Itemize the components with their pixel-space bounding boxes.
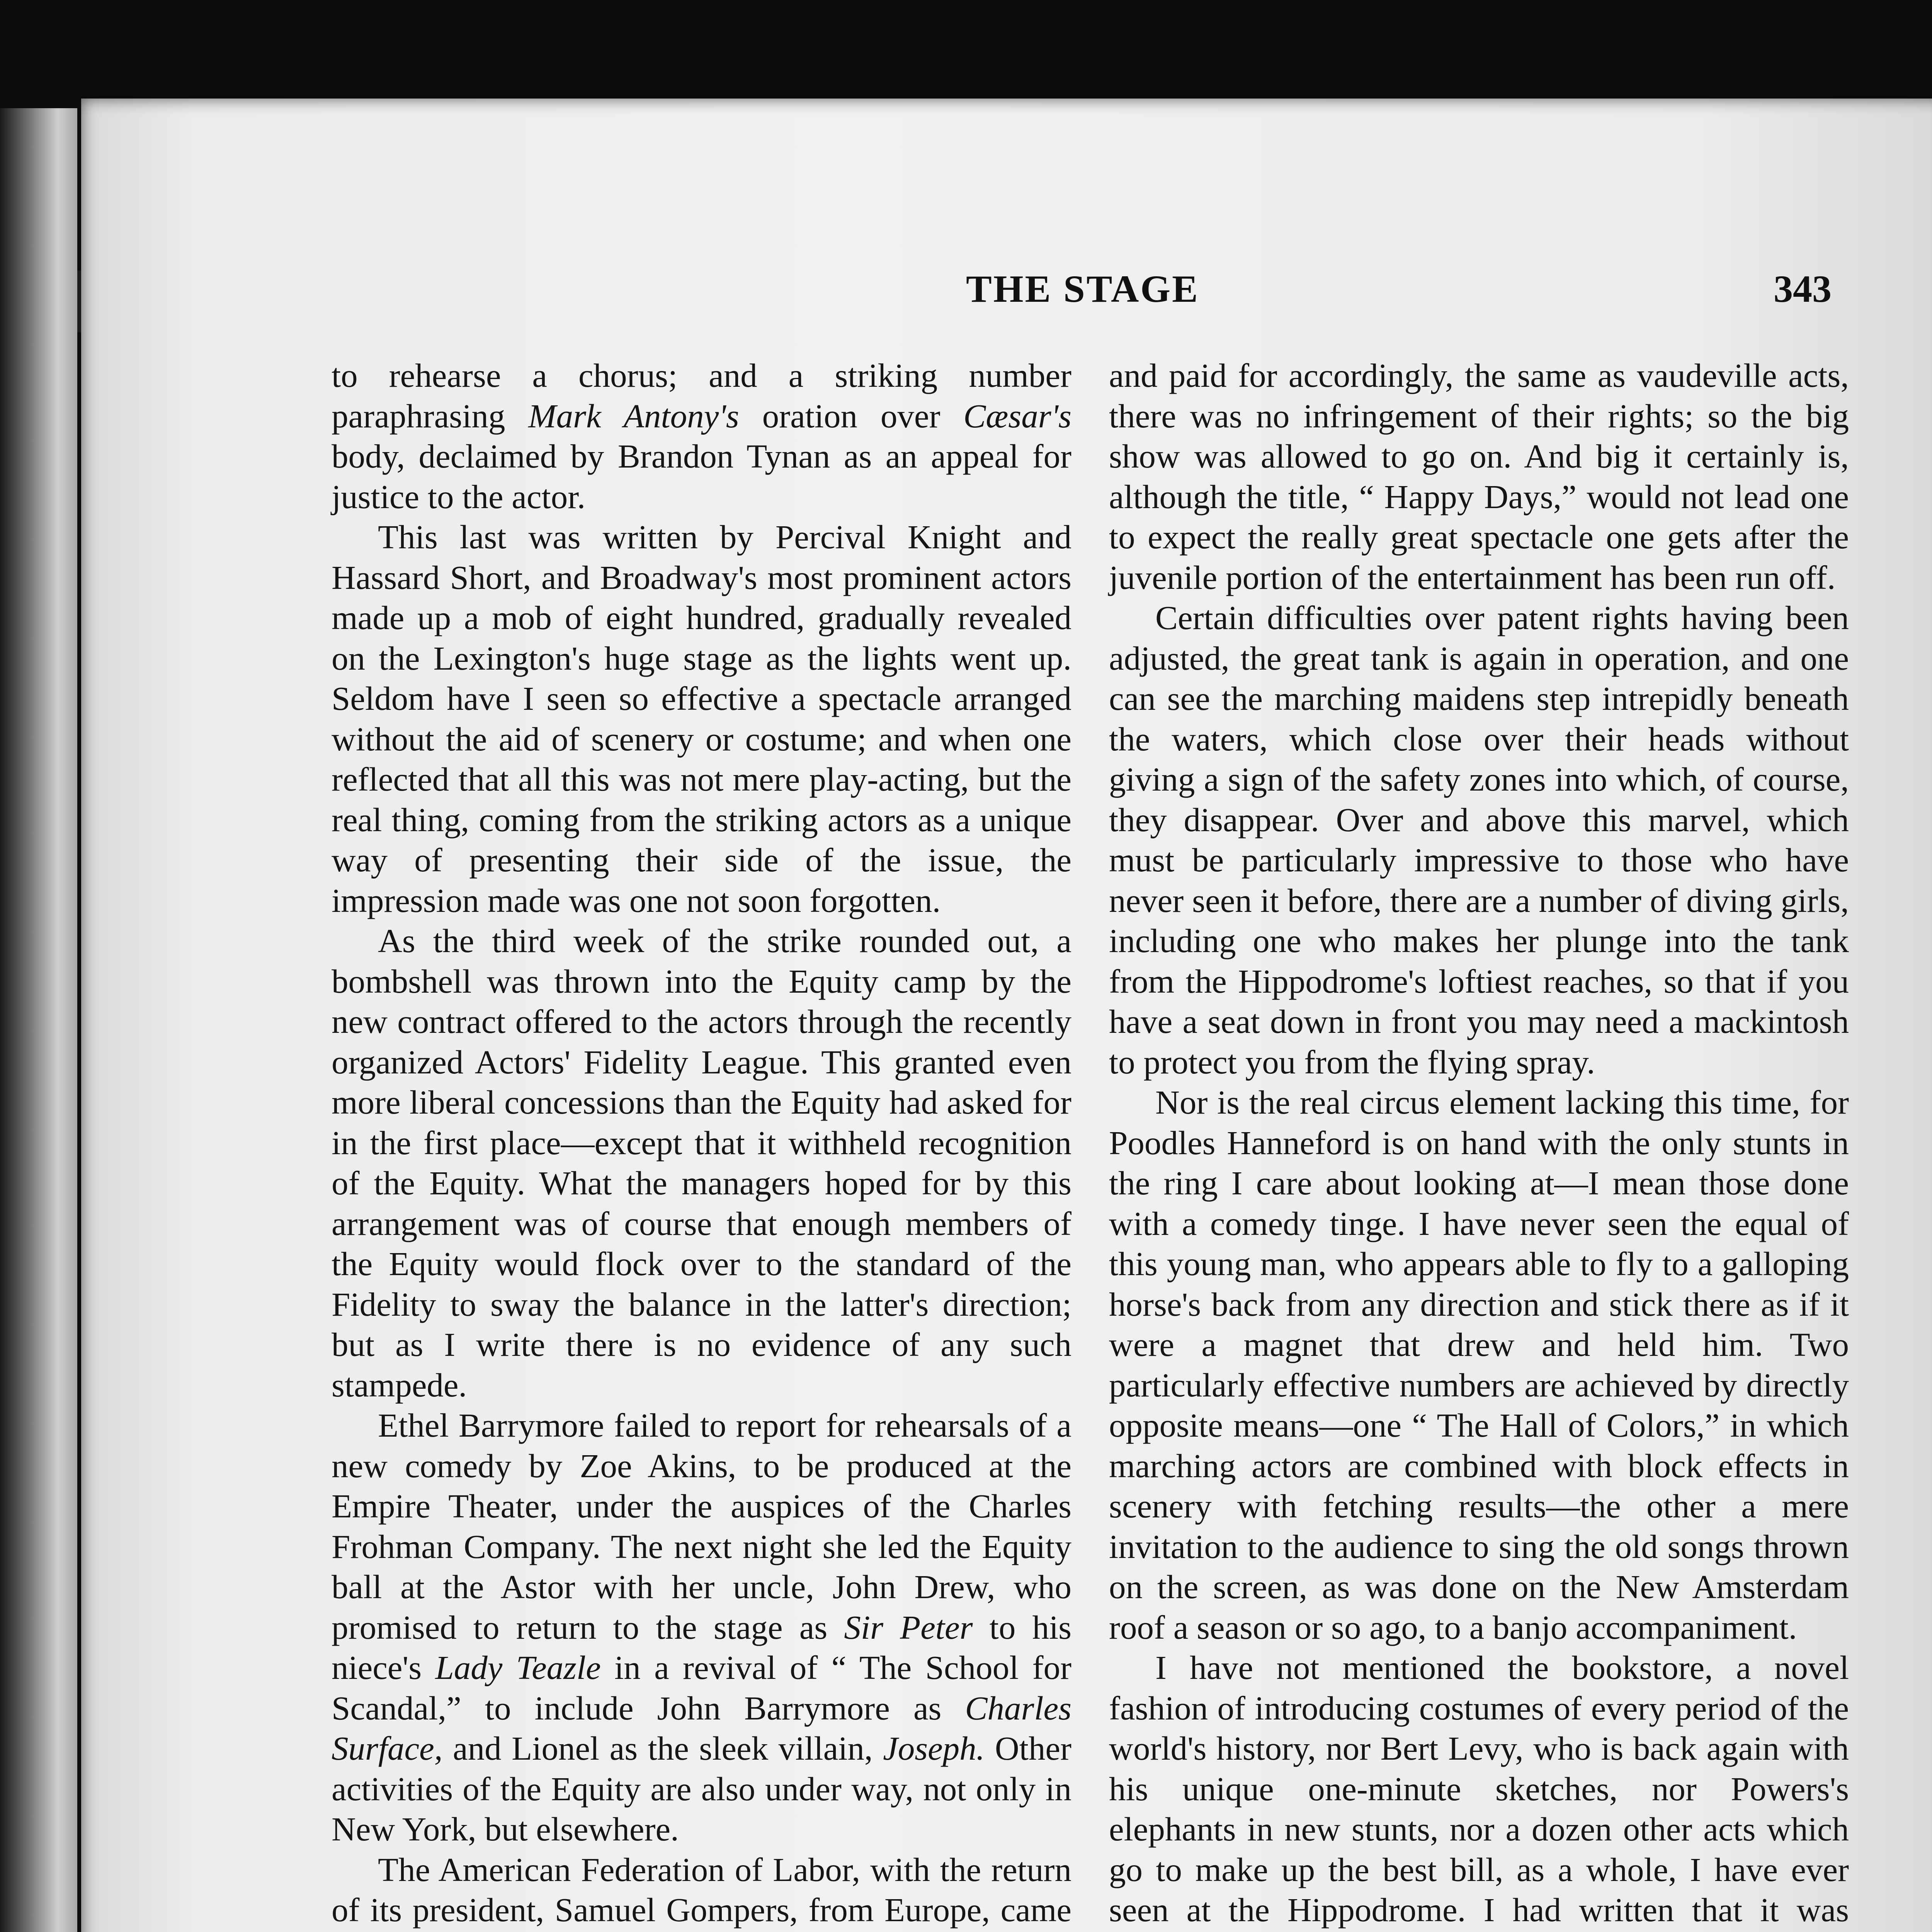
book-left-edge bbox=[0, 108, 77, 1932]
paragraph: Nor is the real circus element lacking this time, for Poodles Hanneford is on hand with the only stunts in the ring I care about looking at—I mean those done with a comedy tinge. I have never seen the equal of this young man, who appears able to fly to a galloping horse's back from any direction and stick there as if it were a magnet that drew and held him. Two particularly effective numbers are achieved by directly opposite means—one “ The Hall of Colors,” in which marching actors are combined with block effects in scenery with fetching results—the other a mere invitation to the audience to sing the old songs thrown on the screen, as was done on the New Amsterdam roof a season or so ago, to a banjo accompaniment. bbox=[1109, 1083, 1849, 1646]
paragraph: Ethel Barrymore failed to report for rehearsals of a new comedy by Zoe Akins, to be produced at the Empire Theater, under the auspices of the Charles Frohman Company. The next night she led the Equity ball at the Astor with her uncle, John Drew, who promised to return to the stage as Sir Peter to his niece's Lady Teazle in a revival of “ The School for Scandal,” to include John Barrymore as Charles Surface, and Lionel as the sleek villain, Joseph. Other activities of the Equity are also under way, not only in New York, but elsewhere. bbox=[332, 1406, 1071, 1848]
running-head-title: THE STAGE bbox=[966, 267, 1199, 310]
paragraph: The American Federation of Labor, with the return of its president, Samuel Gompers, from Europe, came bbox=[332, 1850, 1071, 1929]
paragraph: I have not mentioned the bookstore, a novel fashion of introducing costumes of every period of the world's history, nor Bert Levy, who is back again with his unique one-minute sketches, nor Powers's elephants in new stunts, nor a dozen other acts which go to make up the best bill, as a whole, I have ever seen at the Hippodrome. I had written that it was bbox=[1109, 1649, 1849, 1929]
right-column bbox=[1109, 355, 1849, 1932]
paragraph: Certain difficulties over patent rights having been adjusted, the great tank is again in operation, and one can see the marching maidens step intrepidly beneath the waters, which close over their heads without giving a sign of the safety zones into which, of course, they disappear. Over and above this marvel, which must be particularly impressive to those who have never seen it before, there are a number of diving girls, including one who makes her plunge into the tank from the Hippodrome's loftiest reaches, so that if you have a seat down in front you may need a mackintosh to protect you from the flying spray. bbox=[1109, 599, 1849, 1081]
page-number: 343 bbox=[1774, 267, 1832, 310]
paragraph: As the third week of the strike rounded out, a bombshell was thrown into the Equity camp by the new contract offered to the actors through the recently organized Actors' Fidelity League. This granted even more liberal concessions than the Equity had asked for in the first place—except that it withheld recognition of the Equity. What the managers hoped for by this arrangement was of course that enough members of the Equity would flock over to the standard of the Fidelity to sway the balance in the latter's direction; but as I write there is no evidence of any such stampede. bbox=[332, 922, 1071, 1404]
left-column bbox=[332, 355, 1071, 1932]
page-shadow bbox=[1928, 99, 1932, 1932]
paragraph: and paid for accordingly, the same as vaudeville acts, there was no infringement of their rights; so the big show was allowed to go on. And big it certainly is, although the title, “ Happy Days,” would not lead one to expect the really great spectacle one gets after the juvenile portion of the entertainment has been run off. bbox=[1109, 357, 1849, 596]
paragraph: This last was written by Percival Knight and Hassard Short, and Broadway's most prominent actors made up a mob of eight hundred, gradually revealed on the Lexington's huge stage as the lights went up. Seldom have I seen so effective a spectacle arranged without the aid of scenery or costume; and when one reflected that all this was not mere play-acting, but the real thing, coming from the striking actors as a unique way of presenting their side of the issue, the impression made was one not soon forgotten. bbox=[332, 518, 1071, 919]
paragraph: to rehearse a chorus; and a striking number paraphrasing Mark Antony's oration over Cæsar's body, declaimed by Brandon Tynan as an appeal for justice to the actor. bbox=[332, 357, 1072, 515]
